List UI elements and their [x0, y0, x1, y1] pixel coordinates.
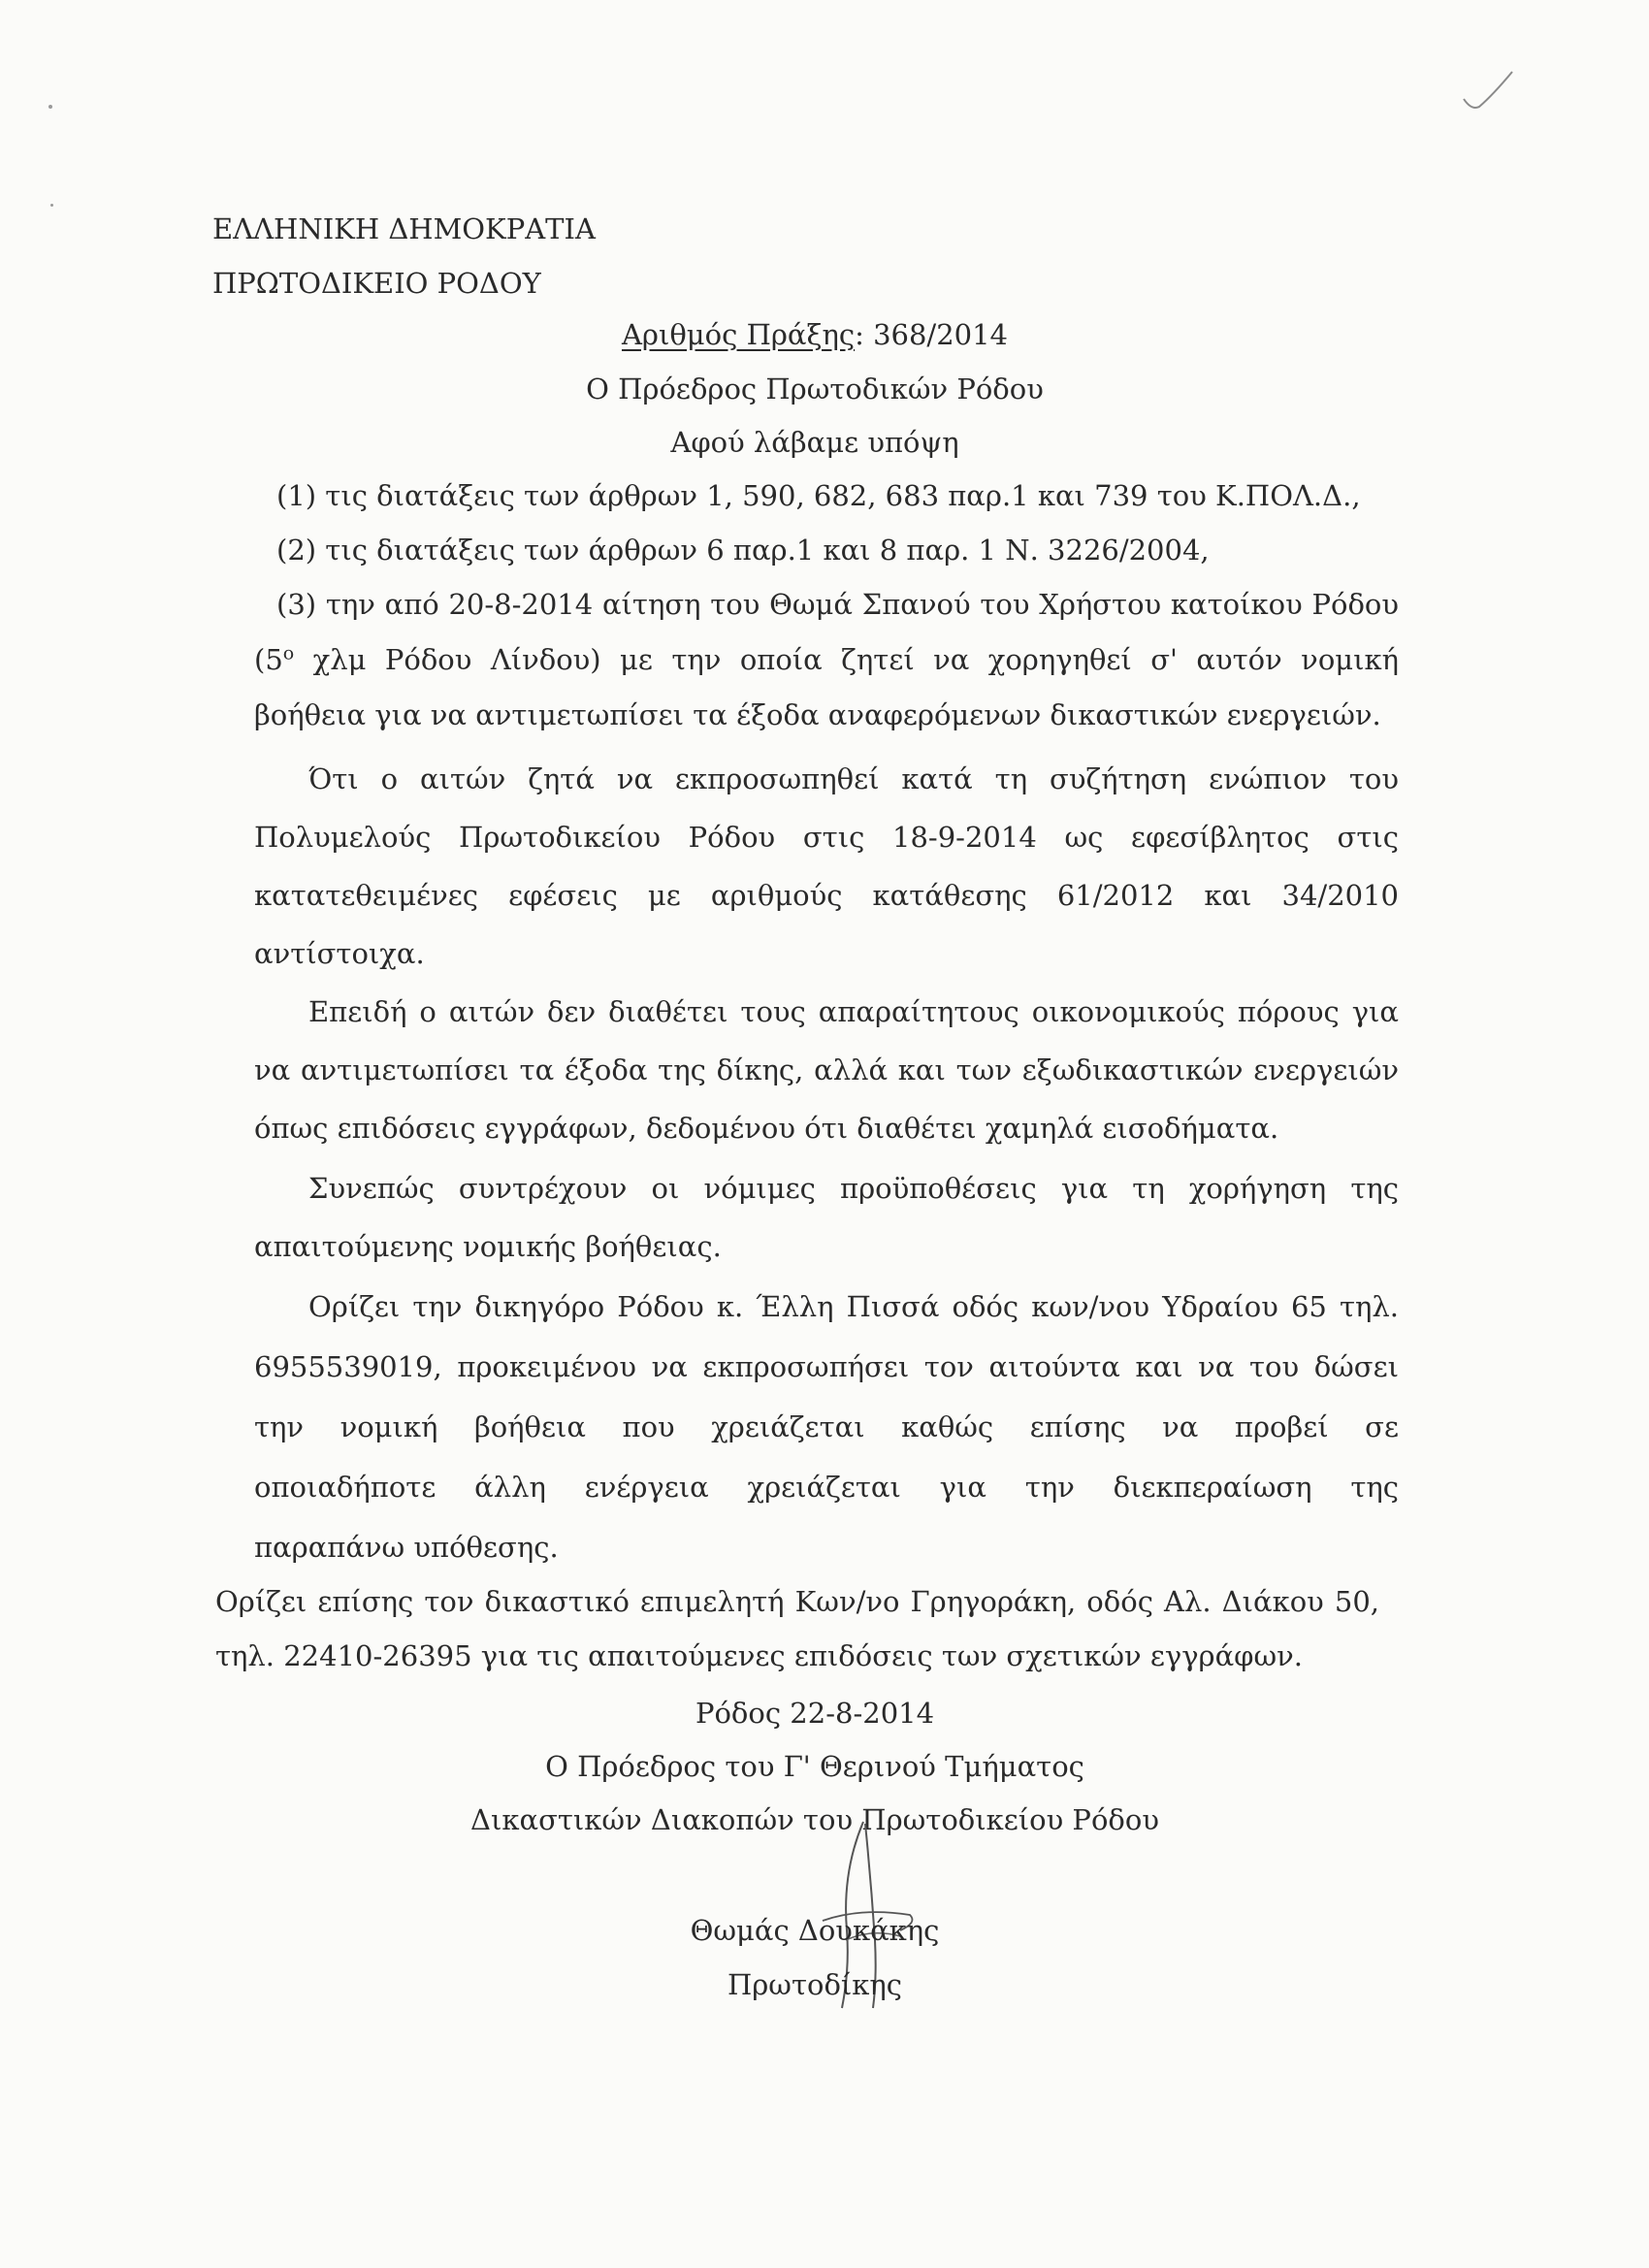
- paragraph-3-line-2: απαιτούμενης νομικής βοήθειας.: [254, 1230, 722, 1263]
- paragraph-3-line-1: Συνεπώς συντρέχουν οι νόμιμες προϋποθέσεις για τη χορήγηση της: [308, 1172, 1399, 1205]
- paragraph-1-line-2: Πολυμελούς Πρωτοδικείου Ρόδου στις 18-9-2014 ως εφεσίβλητος στις: [254, 821, 1399, 854]
- consideration-3-prefix: (5: [254, 643, 283, 676]
- consideration-3: (3) την από 20-8-2014 αίτηση του Θωμά Σπανού του Χρήστου κατοίκου Ρόδου: [276, 588, 1399, 621]
- paragraph-4-line-2: 6955539019, προκειμένου να εκπροσωπήσει τον αιτούντα και να του δώσει: [254, 1350, 1399, 1383]
- signer-title-line-2: Δικαστικών Διακοπών του Πρωτοδικείου Ρόδου: [470, 1803, 1159, 1836]
- act-number-value: : 368/2014: [855, 318, 1009, 351]
- paragraph-4-line-4: οποιαδήποτε άλλη ενέργεια χρειάζεται για την διεκπεραίωση της: [254, 1471, 1399, 1504]
- paragraph-2-line-1: Επειδή ο αιτών δεν διαθέτει τους απαραίτητους οικονομικούς πόρους για: [308, 995, 1399, 1028]
- paragraph-1-line-1: Ότι ο αιτών ζητά να εκπροσωπηθεί κατά τη συζήτηση ενώπιον του: [308, 762, 1399, 795]
- paragraph-1-line-4: αντίστοιχα.: [254, 937, 425, 970]
- scan-speck: [50, 204, 53, 207]
- signer-rank: Πρωτοδίκης: [727, 1968, 903, 2001]
- consideration-1: (1) τις διατάξεις των άρθρων 1, 590, 682, 683 παρ.1 και 739 του Κ.ΠΟΛ.Δ.,: [276, 479, 1361, 512]
- consideration-3-rest: χλμ Ρόδου Λίνδου) με την οποία ζητεί να χορηγηθεί σ' αυτόν νομική: [294, 643, 1399, 676]
- paragraph-2-line-2: να αντιμετωπίσει τα έξοδα της δίκης, αλλά και των εξωδικαστικών ενεργειών: [254, 1053, 1399, 1086]
- state-header: ΕΛΛΗΝΙΚΗ ΔΗΜΟΚΡΑΤΙΑ: [212, 212, 596, 245]
- consideration-2: (2) τις διατάξεις των άρθρων 6 παρ.1 και 8 παρ. 1 Ν. 3226/2004,: [276, 534, 1210, 567]
- court-header: ΠΡΩΤΟΔΙΚΕΙΟ ΡΟΔΟΥ: [212, 267, 541, 300]
- paragraph-2-line-3: όπως επιδόσεις εγγράφων, δεδομένου ότι διαθέτει χαμηλά εισοδήματα.: [254, 1112, 1279, 1145]
- paragraph-1-line-3: κατατεθειμένες εφέσεις με αριθμούς κατάθεσης 61/2012 και 34/2010: [254, 879, 1399, 912]
- paragraph-4-line-5: παραπάνω υπόθεσης.: [254, 1531, 559, 1564]
- act-number: [524, 315, 1106, 354]
- paragraph-4-line-1: Ορίζει την δικηγόρο Ρόδου κ. Έλλη Πισσά οδός κων/νου Υδραίου 65 τηλ.: [308, 1290, 1399, 1323]
- place-date: Ρόδος 22-8-2014: [695, 1697, 935, 1730]
- paragraph-5-line-1: Ορίζει επίσης τον δικαστικό επιμελητή Κων/νο Γρηγοράκη, οδός Αλ. Διάκου 50,: [215, 1585, 1379, 1618]
- considering-line: Αφού λάβαμε υπόψη: [670, 426, 959, 459]
- president-line: Ο Πρόεδρος Πρωτοδικών Ρόδου: [586, 373, 1044, 405]
- consideration-3-line-3: βοήθεια για να αντιμετωπίσει τα έξοδα αναφερόμενων δικαστικών ενεργειών.: [254, 698, 1381, 731]
- consideration-3-superscript: ο: [282, 642, 295, 664]
- paragraph-4-line-3: την νομική βοήθεια που χρειάζεται καθώς επίσης να προβεί σε: [254, 1410, 1399, 1443]
- act-number-label: Αριθμός Πράξης: [621, 318, 856, 351]
- paragraph-5-line-2: τηλ. 22410-26395 για τις απαιτούμενες επιδόσεις των σχετικών εγγράφων.: [215, 1639, 1303, 1672]
- consideration-3-line-2: [254, 640, 1399, 679]
- check-mark-icon: [1460, 68, 1518, 116]
- signer-title-line-1: Ο Πρόεδρος του Γ' Θερινού Τμήματος: [545, 1750, 1084, 1783]
- scan-speck: [48, 105, 52, 109]
- signer-name: Θωμάς Δουκάκης: [690, 1914, 940, 1947]
